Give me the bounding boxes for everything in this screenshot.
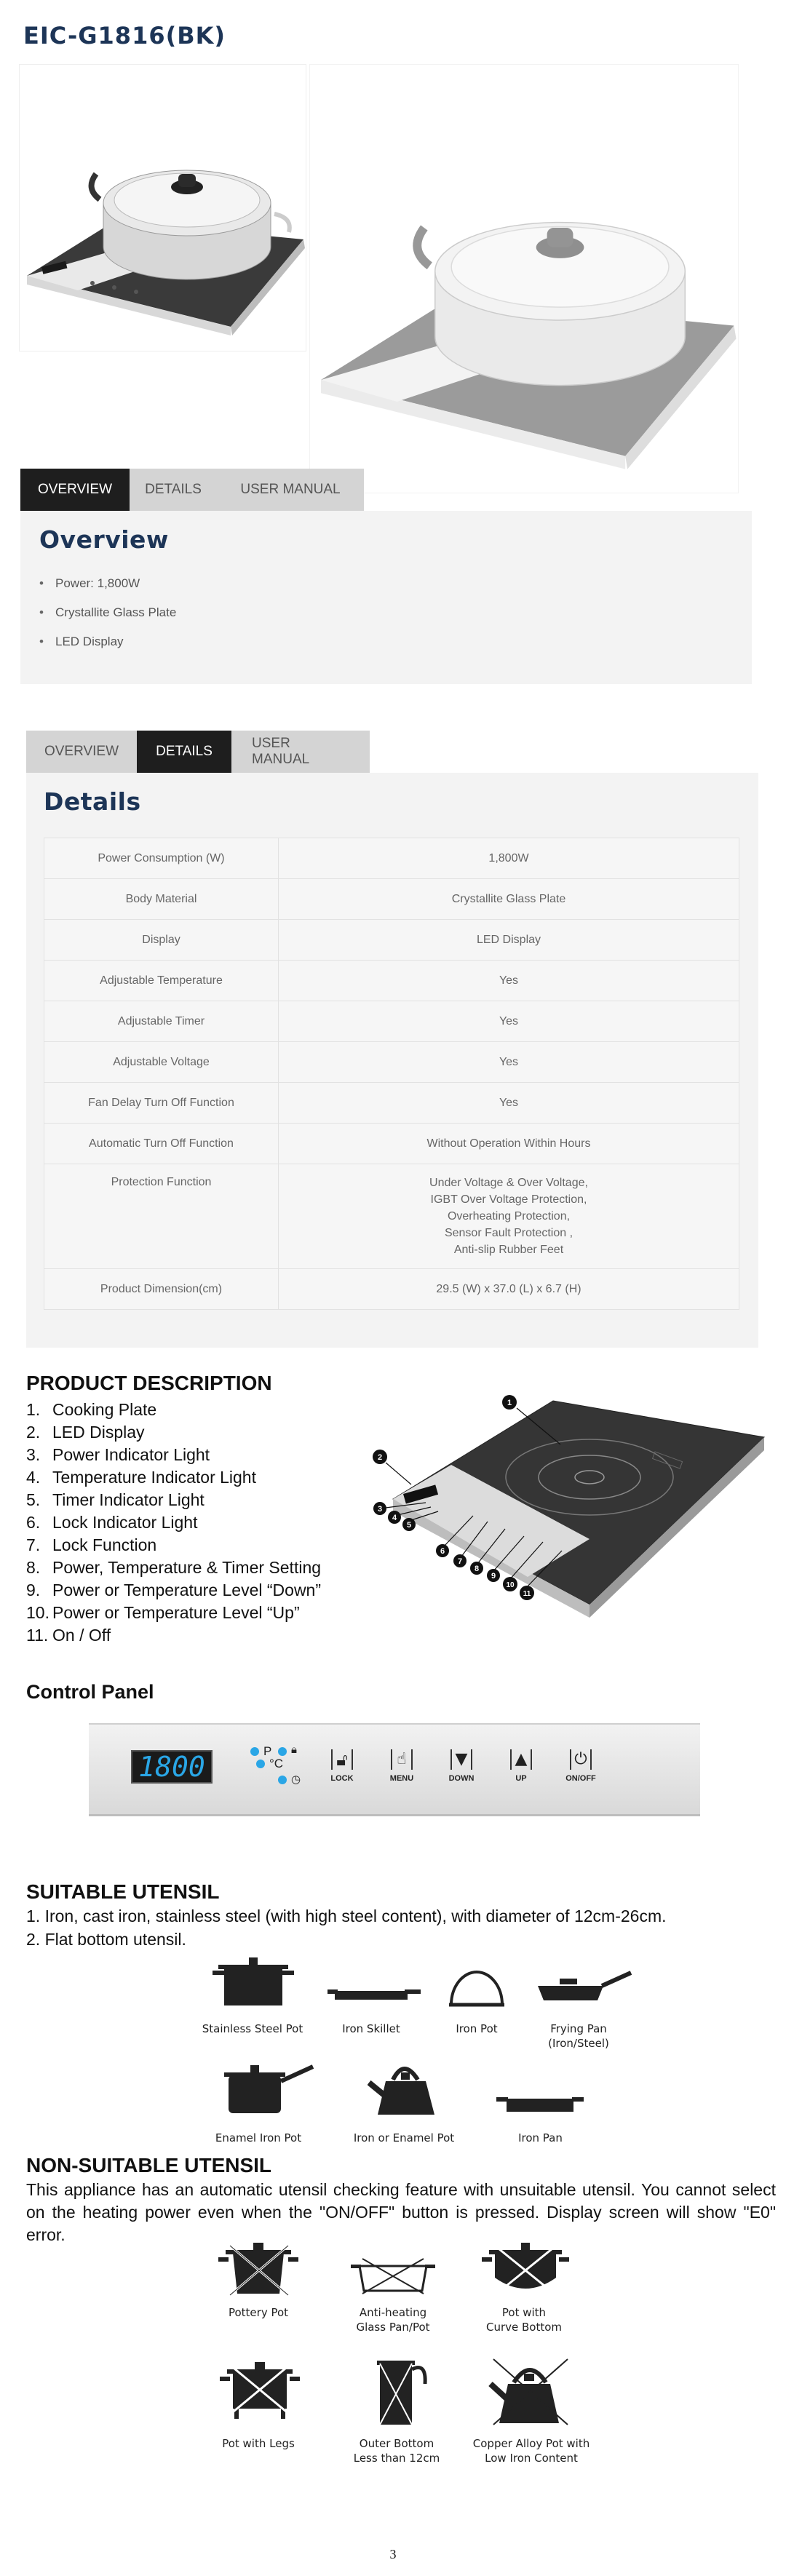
tab-overview[interactable]: OVERVIEW	[26, 731, 137, 773]
suitable-line-2: 2. Flat bottom utensil.	[26, 1930, 186, 1949]
power-indicator-label: P	[263, 1744, 272, 1758]
tab-overview[interactable]: OVERVIEW	[20, 469, 130, 511]
utensil-caption: Iron Pan	[518, 2131, 563, 2144]
product-description-heading: PRODUCT DESCRIPTION	[26, 1372, 272, 1394]
up-button-label: UP	[515, 1774, 527, 1783]
clock-icon: ◷	[291, 1773, 301, 1786]
spec-value: LED Display	[279, 920, 739, 961]
suitable-line-1: 1. Iron, cast iron, stainless steel (with high steel content), with diameter of 12cm-26cm.	[26, 1907, 667, 1925]
lock-icon: 🔓︎	[331, 1749, 353, 1770]
spec-key: Adjustable Voltage	[44, 1042, 279, 1083]
overview-tabbar	[20, 469, 364, 511]
details-heading: Details	[44, 787, 141, 816]
led-display: 1800	[131, 1750, 213, 1784]
table-row	[44, 1083, 739, 1124]
svg-text:8: 8	[474, 1565, 480, 1573]
spec-key: Automatic Turn Off Function	[44, 1124, 279, 1164]
list-item: 10. Power or Temperature Level “Up”	[26, 1603, 300, 1622]
list-item: 7. Lock Function	[26, 1535, 157, 1554]
non-suitable-utensil-heading: NON-SUITABLE UTENSIL	[26, 2154, 272, 2177]
temperature-indicator-icon	[256, 1760, 265, 1768]
table-row	[44, 1042, 739, 1083]
down-button[interactable]	[440, 1749, 483, 1800]
utensil-caption: Enamel Iron Pot	[215, 2131, 302, 2144]
table-row	[44, 920, 739, 961]
spec-key: Product Dimension(cm)	[44, 1269, 279, 1310]
spec-value: 1,800W	[279, 838, 739, 879]
svg-text:10: 10	[506, 1581, 515, 1589]
pot-with-legs-crossed-icon	[218, 2361, 302, 2420]
indicator-lights	[250, 1745, 309, 1796]
product-description-list	[26, 1399, 321, 1647]
page-title: EIC-G1816(BK)	[23, 22, 226, 49]
table-row	[44, 838, 739, 879]
control-panel	[89, 1723, 700, 1816]
spec-key: Power Consumption (W)	[44, 838, 279, 879]
callout-1	[502, 1395, 517, 1410]
spec-key: Adjustable Temperature	[44, 961, 279, 1001]
list-item: 11. On / Off	[26, 1626, 111, 1645]
overview-panel	[20, 511, 752, 684]
non-suitable-text: This appliance has an automatic utensil checking feature with unsuitable utensil. You cannot select on the heating power even when the "ON/OFF" button is pressed. Display screen will show "E0" error.	[26, 2180, 776, 2244]
list-item: 4. Temperature Indicator Light	[26, 1468, 256, 1487]
lock-button-label: LOCK	[330, 1774, 354, 1783]
induction-cooker-photo-large	[310, 65, 739, 494]
curve-bottom-pot-crossed-icon	[480, 2240, 571, 2298]
on-off-button-label: ON/OFF	[565, 1774, 596, 1783]
timer-indicator-icon	[278, 1776, 287, 1784]
lock-button[interactable]	[320, 1749, 364, 1800]
cooker-diagram	[371, 1386, 768, 1626]
svg-text:7: 7	[457, 1557, 463, 1566]
list-item: • Power: 1,800W	[39, 576, 176, 591]
callout-10	[503, 1577, 517, 1591]
overview-heading: Overview	[39, 525, 169, 554]
menu-button-label: MENU	[389, 1774, 414, 1783]
down-button-label: DOWN	[448, 1774, 475, 1783]
spec-key: Adjustable Timer	[44, 1001, 279, 1042]
utensil-caption: Frying Pan (Iron/Steel)	[548, 2022, 609, 2050]
svg-text:4: 4	[392, 1514, 397, 1522]
iron-pan-icon	[495, 2088, 586, 2118]
table-row	[44, 879, 739, 920]
utensil-caption: Copper Alloy Pot with Low Iron Content	[472, 2437, 590, 2465]
utensil-caption: Iron Pot	[456, 2022, 498, 2035]
iron-pot-icon	[448, 1965, 506, 2008]
callout-9	[487, 1569, 500, 1582]
stainless-steel-pot-icon	[211, 1952, 295, 2011]
triangle-down-icon: ▼	[450, 1749, 472, 1770]
spec-key: Display	[44, 920, 279, 961]
table-row	[44, 1164, 739, 1269]
glass-pan-crossed-icon	[348, 2256, 439, 2296]
details-table	[44, 838, 739, 1310]
utensil-caption: Anti-heating Glass Pan/Pot	[356, 2306, 430, 2334]
svg-text:3: 3	[377, 1505, 383, 1514]
callout-11	[520, 1586, 534, 1600]
list-item: 1. Cooking Plate	[26, 1400, 157, 1419]
control-panel-heading: Control Panel	[26, 1681, 154, 1703]
svg-text:11: 11	[523, 1590, 531, 1598]
callout-6	[436, 1544, 449, 1557]
lock-indicator-light-icon	[278, 1747, 287, 1756]
kettle-icon	[368, 2052, 444, 2121]
overview-list	[39, 576, 176, 664]
spec-value: Yes	[279, 961, 739, 1001]
table-row	[44, 1001, 739, 1042]
list-item: 8. Power, Temperature & Timer Setting	[26, 1558, 322, 1577]
utensil-caption: Iron Skillet	[342, 2022, 400, 2035]
svg-text:5: 5	[406, 1521, 412, 1530]
product-thumbnail[interactable]	[19, 64, 306, 351]
utensil-caption: Pot with Legs	[222, 2437, 295, 2450]
suitable-utensil-heading: SUITABLE UTENSIL	[26, 1880, 220, 1903]
spec-key: Body Material	[44, 879, 279, 920]
list-item: • Crystallite Glass Plate	[39, 605, 176, 620]
narrow-pot-crossed-icon	[370, 2352, 428, 2428]
tab-details[interactable]: DETAILS	[137, 731, 231, 773]
callout-3	[373, 1502, 386, 1515]
iron-skillet-icon	[328, 1979, 422, 2008]
page-number: 3	[389, 2547, 397, 2561]
table-row	[44, 961, 739, 1001]
copper-kettle-crossed-icon	[486, 2355, 573, 2428]
spec-key: Fan Delay Turn Off Function	[44, 1083, 279, 1124]
list-item: 6. Lock Indicator Light	[26, 1513, 198, 1532]
callout-5	[402, 1518, 416, 1531]
details-panel	[26, 773, 758, 1348]
table-row	[44, 1269, 739, 1310]
menu-button[interactable]	[380, 1749, 424, 1800]
power-icon: ⏻	[570, 1749, 592, 1770]
list-item: • LED Display	[39, 635, 176, 649]
induction-cooker-photo	[20, 65, 307, 352]
spec-value: Yes	[279, 1042, 739, 1083]
callout-4	[388, 1511, 401, 1524]
list-item: 2. LED Display	[26, 1423, 145, 1442]
svg-text:6: 6	[440, 1547, 445, 1556]
product-main-image	[309, 64, 739, 493]
spec-value: Crystallite Glass Plate	[279, 879, 739, 920]
spec-key: Protection Function	[44, 1164, 279, 1269]
tab-details[interactable]: DETAILS	[130, 469, 217, 511]
on-off-button[interactable]	[559, 1749, 603, 1800]
callout-8	[470, 1562, 483, 1575]
callout-2	[373, 1450, 387, 1464]
details-tabbar	[26, 731, 370, 773]
up-button[interactable]	[499, 1749, 543, 1800]
frying-pan-icon	[535, 1968, 637, 2008]
hand-pointer-icon: ☝	[391, 1749, 413, 1770]
utensil-caption: Stainless Steel Pot	[202, 2022, 303, 2035]
triangle-up-icon: ▲	[510, 1749, 532, 1770]
svg-text:1: 1	[507, 1399, 512, 1407]
svg-text:9: 9	[491, 1572, 496, 1581]
list-item: 9. Power or Temperature Level “Down”	[26, 1581, 322, 1599]
pottery-pot-crossed-icon	[217, 2240, 301, 2298]
tab-user-manual[interactable]: USER MANUAL	[231, 731, 370, 773]
enamel-iron-pot-icon	[218, 2059, 317, 2121]
svg-text:2: 2	[377, 1453, 383, 1462]
power-indicator-icon	[250, 1747, 259, 1756]
utensil-caption: Pot with Curve Bottom	[485, 2306, 563, 2334]
spec-value: Without Operation Within Hours	[279, 1124, 739, 1164]
spec-value: Yes	[279, 1083, 739, 1124]
spec-value: Yes	[279, 1001, 739, 1042]
table-row	[44, 1124, 739, 1164]
lock-small-icon: 🔒︎	[291, 1744, 297, 1756]
tab-user-manual[interactable]: USER MANUAL	[217, 469, 364, 511]
list-item: 5. Timer Indicator Light	[26, 1490, 205, 1509]
utensil-caption: Pottery Pot	[228, 2306, 289, 2319]
spec-value: Under Voltage & Over Voltage, IGBT Over Voltage Protection, Overheating Protection, Sensor Fault Protection , Anti-slip Rubber Feet	[279, 1164, 739, 1269]
spec-value: 29.5 (W) x 37.0 (L) x 6.7 (H)	[279, 1269, 739, 1310]
callout-7	[453, 1554, 467, 1567]
utensil-caption: Outer Bottom Less than 12cm	[353, 2437, 440, 2465]
list-item: 3. Power Indicator Light	[26, 1445, 210, 1464]
temperature-indicator-label: °C	[269, 1757, 284, 1770]
utensil-caption: Iron or Enamel Pot	[353, 2131, 455, 2144]
